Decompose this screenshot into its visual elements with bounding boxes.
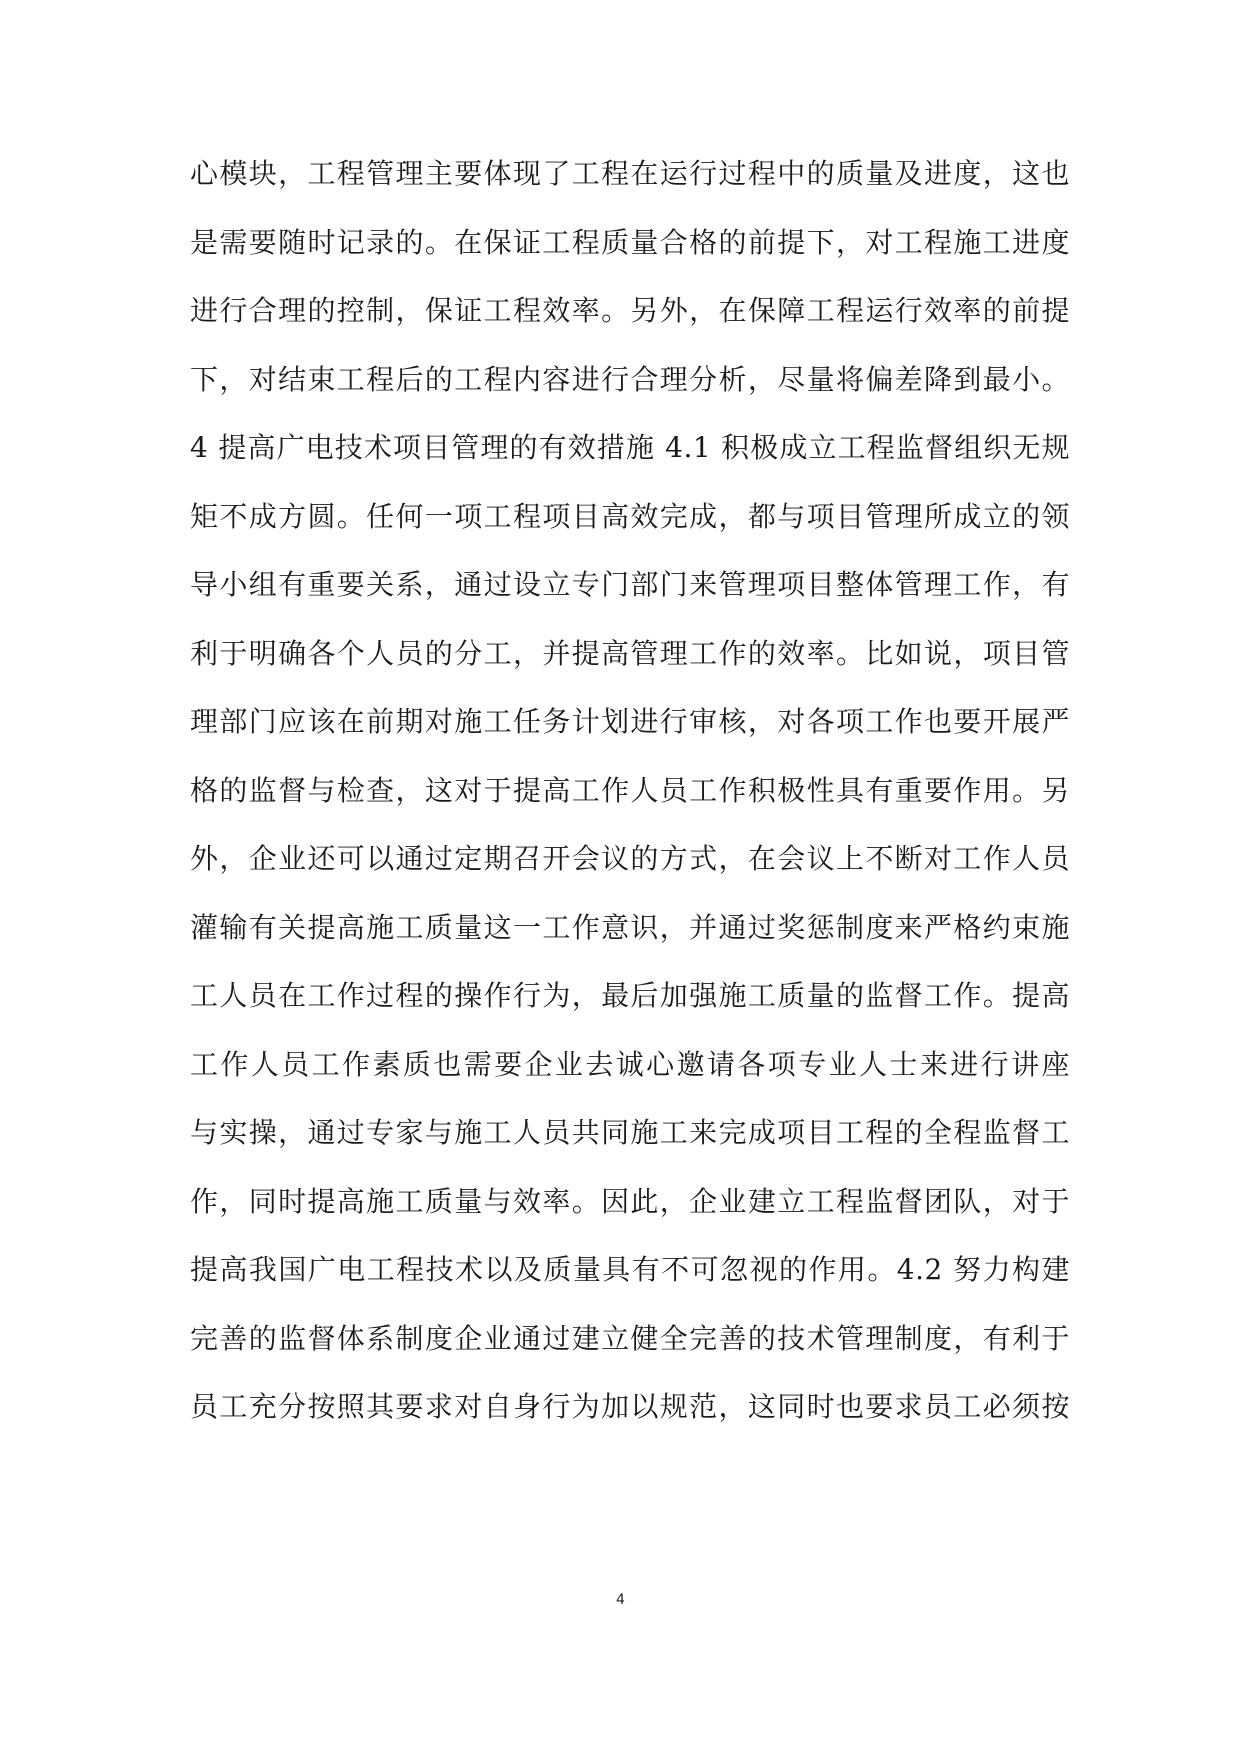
text-line: 矩不成方圆。任何一项工程项目高效完成，都与项目管理所成立的领: [190, 499, 1070, 533]
text-line: 进行合理的控制，保证工程效率。另外，在保障工程运行效率的前提: [190, 294, 1070, 327]
text-line: 理部门应该在前期对施工任务计划进行审核，对各项工作也要开展严: [190, 705, 1070, 738]
text-line: 心模块，工程管理主要体现了工程在运行过程中的质量及进度，这也: [190, 157, 1070, 190]
text-line: 是需要随时记录的。在保证工程质量合格的前提下，对工程施工进度: [190, 225, 1070, 259]
body-text: [190, 140, 1070, 1442]
text-line: 提高我国广电工程技术以及质量具有不可忽视的作用。4.2 努力构建: [190, 1253, 1070, 1286]
text-line: 员工充分按照其要求对自身行为加以规范，这同时也要求员工必须按: [190, 1390, 1070, 1423]
page-number: 4: [616, 1592, 625, 1608]
text-line: 完善的监督体系制度企业通过建立健全完善的技术管理制度，有利于: [190, 1321, 1070, 1355]
text-line: 4 提高广电技术项目管理的有效措施 4.1 积极成立工程监督组织无规: [190, 431, 1070, 464]
text-line: 下，对结束工程后的工程内容进行合理分析，尽量将偏差降到最小。: [190, 362, 1070, 396]
text-line: 工人员在工作过程的操作行为，最后加强施工质量的监督工作。提高: [190, 979, 1070, 1012]
text-line: 利于明确各个人员的分工，并提高管理工作的效率。比如说，项目管: [190, 636, 1070, 670]
text-line: 导小组有重要关系，通过设立专门部门来管理项目整体管理工作，有: [190, 568, 1070, 601]
text-line: 作，同时提高施工质量与效率。因此，企业建立工程监督团队，对于: [190, 1184, 1070, 1218]
text-line: 灌输有关提高施工质量这一工作意识，并通过奖惩制度来严格约束施: [190, 910, 1070, 944]
text-line: 外，企业还可以通过定期召开会议的方式，在会议上不断对工作人员: [190, 842, 1070, 875]
text-line: 格的监督与检查，这对于提高工作人员工作积极性具有重要作用。另: [190, 773, 1070, 807]
text-line: 工作人员工作素质也需要企业去诚心邀请各项专业人士来进行讲座: [190, 1047, 1070, 1081]
text-line: 与实操，通过专家与施工人员共同施工来完成项目工程的全程监督工: [190, 1116, 1070, 1149]
